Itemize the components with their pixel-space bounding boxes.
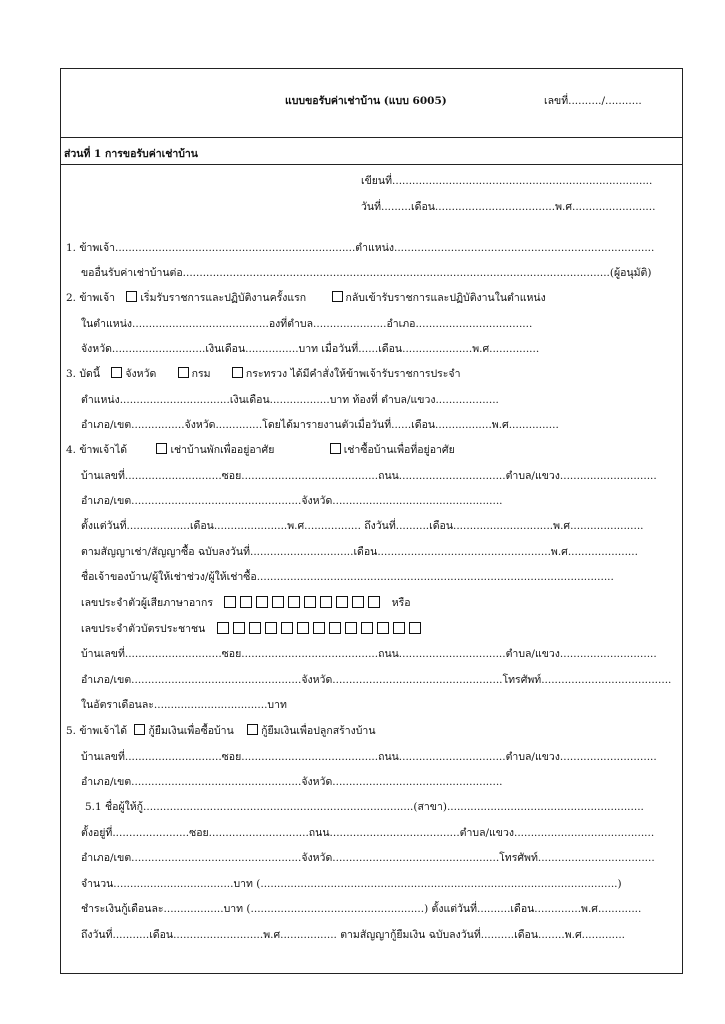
loan-buy-label: กู้ยืมเงินเพื่อซื้อบ้าน	[148, 725, 234, 737]
item5-lead: 5. ข้าพเจ้าได้	[66, 725, 128, 737]
loan-district-line[interactable]: อำเภอ/เขต...................................................จังหวัด...................................................	[81, 776, 503, 788]
checkbox-loan-build[interactable]	[247, 724, 258, 735]
checkbox-province[interactable]	[111, 367, 122, 378]
loan-address-line[interactable]: บ้านเลขที่.............................ซอย.........................................ถนน................................ตำบล/แขวง.............................	[81, 751, 657, 763]
item1-line[interactable]: 1. ข้าพเจ้า........................................................................ตำแหน่ง..............................................................................	[66, 242, 655, 254]
written-at-field[interactable]: เขียนที่..............................................................................	[361, 175, 653, 187]
citizenid-label: เลขประจำตัวบัตรประชาชน	[81, 623, 206, 635]
ministry-label: กระทรวง ได้มีคำสั่งให้ข้าพเจ้ารับราชการประจำ	[245, 368, 461, 380]
checkbox-rent-house[interactable]	[156, 443, 167, 454]
loan-amount-line[interactable]: จำนวน....................................บาท (...........................................................................................................)	[81, 878, 622, 890]
item5-line	[66, 724, 376, 738]
owner-district-line[interactable]: อำเภอ/เขต...................................................จังหวัด...................................................โทรศัพท์.......................................	[81, 674, 672, 686]
district-line[interactable]: อำเภอ/เขต...................................................จังหวัด...................................................	[81, 495, 503, 507]
divider	[61, 164, 682, 165]
checkbox-department[interactable]	[178, 367, 189, 378]
lender-line[interactable]: 5.1 ชื่อผู้ให้กู้.................................................................................(สาขา)...........................................................	[85, 801, 644, 813]
department-label: กรม	[191, 368, 211, 380]
checkbox-loan-buy[interactable]	[134, 724, 145, 735]
item4-lead: 4. ข้าพเจ้าได้	[66, 444, 128, 456]
period-line[interactable]: ตั้งแต่วันที่...................เดือน......................พ.ศ................. ถึงวันที่..........เดือน..............................พ.ศ......................	[81, 520, 644, 532]
checkbox-hire-purchase[interactable]	[330, 443, 341, 454]
loan-contract-line[interactable]: ถึงวันที่...........เดือน...........................พ.ศ................. ตามสัญญากู้ยืมเงิน ฉบับลงวันที่..........เดือน........พ.ศ.............	[81, 929, 626, 941]
taxid-boxes[interactable]	[224, 596, 380, 608]
part1-title: ส่วนที่ 1 การขอรับค่าเช่าบ้าน	[64, 148, 198, 160]
assignment-line[interactable]: ตำแหน่ง.................................เงินเดือน..................บาท ท้องที่ ตำบล/แขวง...................	[81, 394, 499, 406]
report-date-line[interactable]: อำเภอ/เขต................จังหวัด..............โดยได้มารายงานตัวเมื่อวันที่......เดือน.................พ.ศ...............	[81, 419, 559, 431]
item3-line	[66, 367, 460, 381]
owner-line[interactable]: ชื่อเจ้าของบ้าน/ผู้ให้เช่าช่วง/ผู้ให้เช่าซื้อ...........................................................................................................	[81, 571, 614, 583]
checkbox-return-service[interactable]	[332, 291, 343, 302]
taxid-label: เลขประจำตัวผู้เสียภาษาอากร	[81, 597, 214, 609]
checkbox-first-service[interactable]	[126, 291, 137, 302]
hire-purchase-label: เช่าซื้อบ้านเพื่อที่อยู่อาศัย	[343, 444, 455, 456]
loan-build-label: กู้ยืมเงินเพื่อปลูกสร้างบ้าน	[261, 725, 376, 737]
province-label: จังหวัด	[125, 368, 157, 380]
repayment-line[interactable]: ชำระเงินกู้เดือนละ..................บาท (....................................................) ตั้งแต่วันที่..........เดือน..............พ.ศ.............	[81, 903, 642, 915]
divider	[61, 137, 682, 138]
item3-lead: 3. บัดนี้	[66, 368, 101, 380]
citizenid-boxes[interactable]	[217, 622, 421, 634]
checkbox-ministry[interactable]	[232, 367, 243, 378]
approver-line[interactable]: ขออื่นรับค่าเช่าบ้านต่อ................................................................................................................................(ผู้อนุมัติ)	[81, 267, 652, 279]
position-line[interactable]: ในตำแหน่ง.........................................องที่ตำบล......................อำเภอ...................................	[81, 318, 533, 330]
lender-address-line[interactable]: ตั้งอยู่ที่.......................ซอย..............................ถนน.......................................ตำบล/แขวง..........................................	[81, 827, 655, 839]
item2-lead: 2. ข้าพเจ้า	[66, 292, 115, 304]
first-service-label: เริ่มรับราชการและปฏิบัติงานครั้งแรก	[140, 292, 307, 304]
address-line[interactable]: บ้านเลขที่.............................ซอย.........................................ถนน................................ตำบล/แขวง.............................	[81, 470, 657, 482]
lender-district-line[interactable]: อำเภอ/เขต...................................................จังหวัด..................................................โทรศัพท์...................................	[81, 852, 655, 864]
taxid-or: หรือ	[391, 597, 411, 609]
taxid-line	[81, 596, 411, 610]
return-service-label: กลับเข้ารับราชการและปฏิบัติงานในตำแหน่ง	[345, 292, 546, 304]
item2-line	[66, 291, 546, 305]
form-number: เลขที่........../...........	[544, 95, 642, 107]
province-salary-line[interactable]: จังหวัด............................เงินเดือน................บาท เมื่อวันที่......เดือน.....................พ.ศ...............	[81, 343, 540, 355]
owner-address-line[interactable]: บ้านเลขที่.............................ซอย.........................................ถนน................................ตำบล/แขวง.............................	[81, 648, 657, 660]
rent-allowance-form	[60, 68, 683, 974]
citizenid-line	[81, 622, 421, 636]
form-title: แบบขอรับค่าเช่าบ้าน (แบบ 6005)	[285, 95, 447, 107]
date-field[interactable]: วันที่.........เดือน....................................พ.ศ.........................	[361, 201, 656, 213]
rent-house-label: เช่าบ้านพักเพื่ออยู่อาศัย	[170, 444, 275, 456]
contract-line[interactable]: ตามสัญญาเช่า/สัญญาซื้อ ฉบับลงวันที่...............................เดือน....................................................พ.ศ.....................	[81, 546, 638, 558]
monthly-rate-line[interactable]: ในอัตราเดือนละ..................................บาท	[81, 699, 287, 711]
item4-line	[66, 443, 455, 457]
